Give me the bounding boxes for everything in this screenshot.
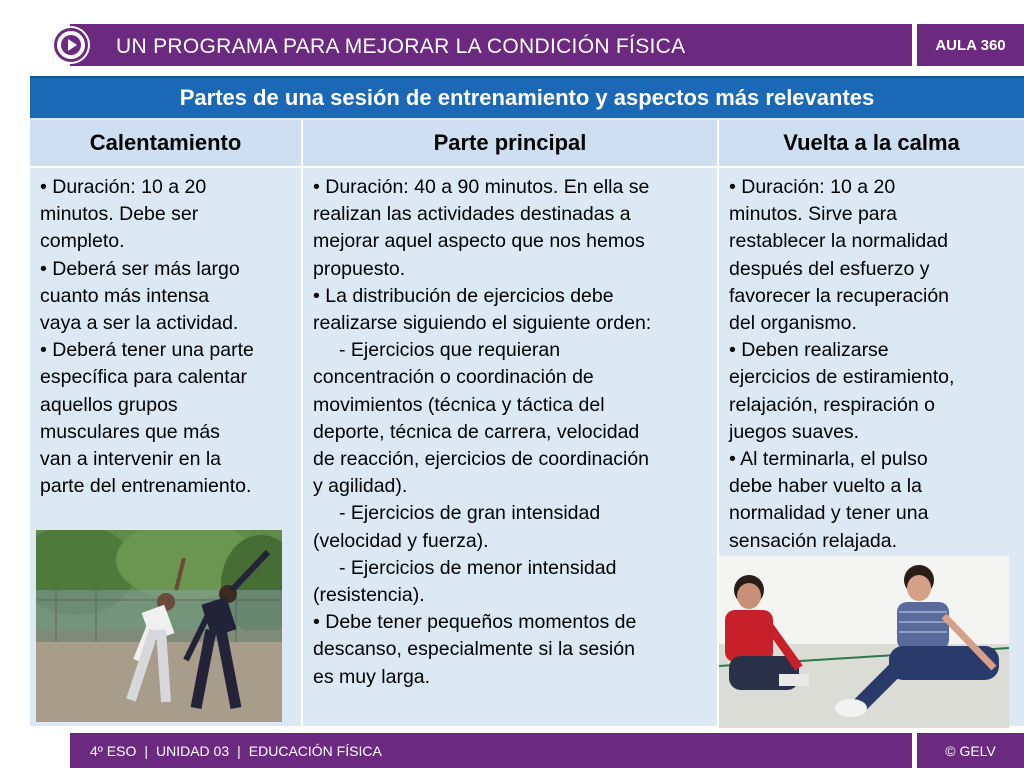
text-line: juegos suaves. <box>729 420 860 443</box>
text-line: del organismo. <box>729 312 857 335</box>
text-line: • Deberá ser más largo <box>40 257 240 280</box>
text-line: movimientos (técnica y táctica del <box>313 393 605 416</box>
text-line: • Deben realizarse <box>729 339 889 362</box>
text-line: • La distribución de ejercicios debe <box>313 284 614 307</box>
text-line: minutos. Sirve para <box>729 203 897 226</box>
text-line: (velocidad y fuerza). <box>313 529 489 552</box>
footer-course: 4º ESO <box>90 742 137 759</box>
text-line: ejercicios de estiramiento, <box>729 366 955 389</box>
text-line: - Ejercicios de gran intensidad <box>339 502 601 525</box>
footer-unit: UNIDAD 03 <box>156 742 230 759</box>
text-line: relajación, respiración o <box>729 393 935 416</box>
table-title: Partes de una sesión de entrenamiento y aspectos más relevantes <box>30 76 1024 118</box>
text-line: de reacción, ejercicios de coordinación <box>313 448 650 471</box>
column-body-main <box>303 168 717 726</box>
text-line: musculares que más <box>40 420 220 443</box>
text-line: restablecer la normalidad <box>729 230 948 253</box>
play-icon[interactable] <box>54 28 88 62</box>
text-line: favorecer la recuperación <box>729 284 950 307</box>
text-line: descanso, especialmente si la sesión <box>313 638 635 661</box>
text-line: debe haber vuelto a la <box>729 475 922 498</box>
warmup-photo <box>36 530 282 722</box>
column-body-cooldown <box>719 168 1024 558</box>
text-line: concentración o coordinación de <box>313 366 594 389</box>
footer-separator: | <box>144 742 148 759</box>
column-heading-cooldown: Vuelta a la calma <box>719 120 1024 166</box>
text-line: aquellos grupos <box>40 393 178 416</box>
footer-subject: EDUCACIÓN FÍSICA <box>248 742 382 759</box>
text-line: sensación relajada. <box>729 529 898 552</box>
text-line: • Duración: 40 a 90 minutos. En ella se <box>313 176 650 198</box>
text-line: • Al terminarla, el pulso <box>729 448 928 471</box>
text-line: van a intervenir en la <box>40 448 222 471</box>
text-line: completo. <box>40 230 125 253</box>
text-line: deporte, técnica de carrera, velocidad <box>313 420 640 443</box>
text-line: realizarse siguiendo el siguiente orden: <box>313 312 652 335</box>
footer-bar <box>70 733 912 768</box>
text-line: - Ejercicios de menor intensidad <box>339 556 617 579</box>
copyright-label: © GELV <box>917 733 1024 768</box>
text-line: después del esfuerzo y <box>729 257 930 280</box>
text-line: realizan las actividades destinadas a <box>313 203 631 226</box>
page-title: UN PROGRAMA PARA MEJORAR LA CONDICIÓN FÍSICA <box>116 35 686 58</box>
text-line: es muy larga. <box>313 665 431 688</box>
brand-label: AULA 360 <box>917 24 1024 66</box>
text-line: • Deberá tener una parte <box>40 339 254 362</box>
text-line: • Duración: 10 a 20 <box>40 176 207 198</box>
text-line: y agilidad). <box>313 475 408 498</box>
text-line: minutos. Debe ser <box>40 203 199 226</box>
text-line: propuesto. <box>313 257 406 280</box>
text-line: específica para calentar <box>40 366 248 389</box>
text-line: • Duración: 10 a 20 <box>729 176 896 198</box>
text-line: • Debe tener pequeños momentos de <box>313 611 637 634</box>
text-line: (resistencia). <box>313 584 425 607</box>
text-line: normalidad y tener una <box>729 502 929 525</box>
footer-separator: | <box>237 742 241 759</box>
text-line: - Ejercicios que requieran <box>339 339 561 362</box>
column-heading-warmup: Calentamiento <box>30 120 301 166</box>
text-line: parte del entrenamiento. <box>40 475 252 498</box>
cooldown-photo <box>719 556 1009 728</box>
text-line: vaya a ser la actividad. <box>40 312 239 335</box>
header-bar <box>70 24 912 66</box>
text-line: mejorar aquel aspecto que nos hemos <box>313 230 645 253</box>
text-line: cuanto más intensa <box>40 284 210 307</box>
column-heading-main: Parte principal <box>303 120 717 166</box>
